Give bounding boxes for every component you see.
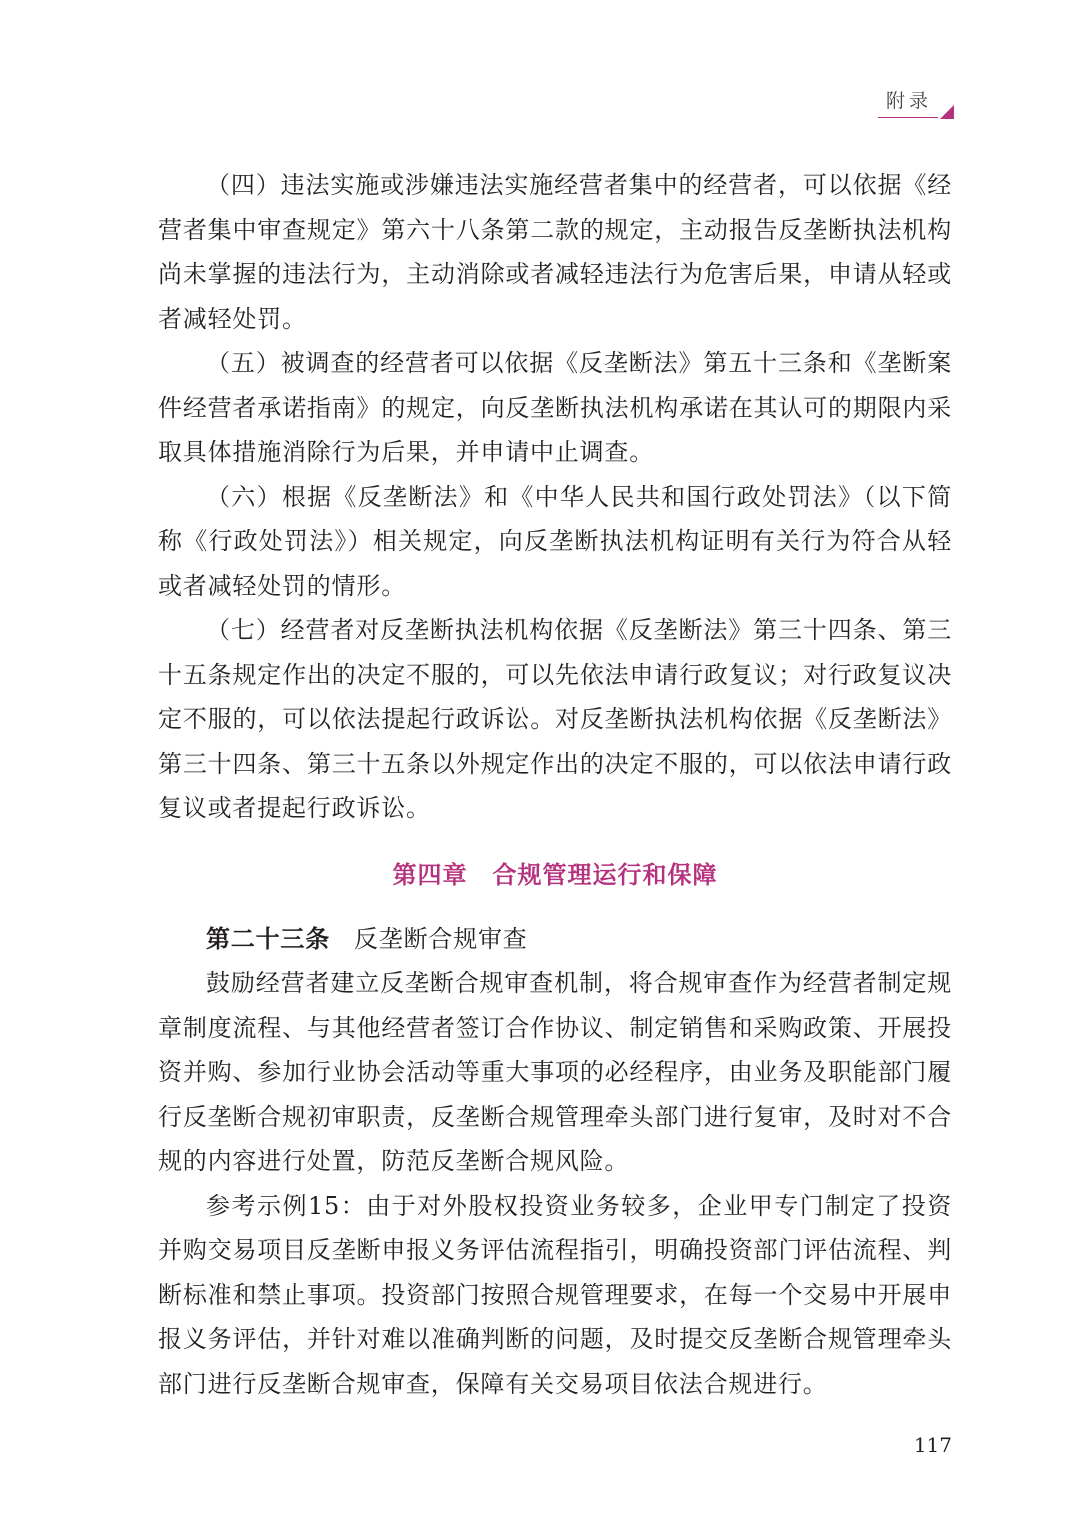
paragraph-item-5: （五）被调查的经营者可以依据《反垄断法》第五十三条和《垄断案件经营者承诺指南》的规定，向反垄断执法机构承诺在其认可的期限内采取具体措施消除行为后果，并申请中止调查。	[158, 349, 952, 466]
page-body	[158, 163, 952, 1406]
page-number: 117	[913, 1433, 952, 1457]
article-title: 反垄断合规审查	[354, 924, 528, 953]
running-header	[878, 86, 954, 118]
header-triangle-icon	[940, 105, 954, 119]
paragraph-item-4: （四）违法实施或涉嫌违法实施经营者集中的经营者，可以依据《经营者集中审查规定》第六十八条第二款的规定，主动报告反垄断执法机构尚未掌握的违法行为，主动消除或者减轻违法行为危害后果，申请从轻或者减轻处罚。	[158, 171, 952, 333]
article-paragraph: 鼓励经营者建立反垄断合规审查机制，将合规审查作为经营者制定规章制度流程、与其他经营者签订合作协议、制定销售和采购政策、开展投资并购、参加行业协会活动等重大事项的必经程序，由业务及职能部门履行反垄断合规初审职责，反垄断合规管理牵头部门进行复审，及时对不合规的内容进行处置，防范反垄断合规风险。	[158, 969, 952, 1175]
article-number: 第二十三条	[206, 924, 330, 953]
example-paragraph: 参考示例15：由于对外股权投资业务较多，企业甲专门制定了投资并购交易项目反垄断申报义务评估流程指引，明确投资部门评估流程、判断标准和禁止事项。投资部门按照合规管理要求，在每一个交易中开展申报义务评估，并针对难以准确判断的问题，及时提交反垄断合规管理牵头部门进行反垄断合规审查，保障有关交易项目依法合规进行。	[158, 1191, 952, 1398]
paragraph-item-6: （六）根据《反垄断法》和《中华人民共和国行政处罚法》（以下简称《行政处罚法》）相关规定，向反垄断执法机构证明有关行为符合从轻或者减轻处罚的情形。	[158, 482, 952, 600]
paragraph-item-7: （七）经营者对反垄断执法机构依据《反垄断法》第三十四条、第三十五条规定作出的决定不服的，可以先依法申请行政复议；对行政复议决定不服的，可以依法提起行政诉讼。对反垄断执法机构依据《反垄断法》第三十四条、第三十五条以外规定作出的决定不服的，可以依法申请行政复议或者提起行政诉讼。	[158, 616, 952, 822]
running-header-label: 附录	[878, 86, 938, 118]
chapter-heading: 第四章 合规管理运行和保障	[392, 860, 718, 889]
article-heading	[158, 917, 952, 962]
